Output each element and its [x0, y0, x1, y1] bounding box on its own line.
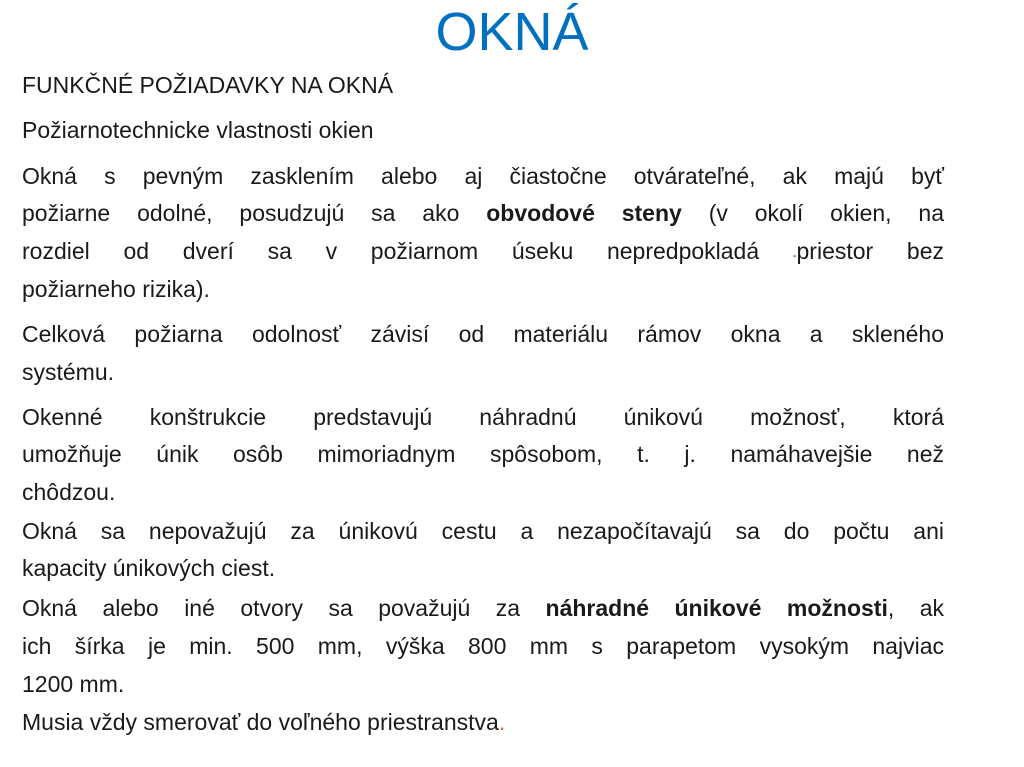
text-line — [22, 236, 944, 271]
text-segment: Okná sa nepovažujú za únikovú cestu a nezapočítavajú sa do počtu ani — [22, 518, 944, 544]
text-segment: umožňuje únik osôb mimoriadnym spôsobom, t. j. namáhavejšie než — [22, 441, 944, 467]
text-line — [22, 274, 944, 304]
text-segment: FUNKČNÉ POŽIADAVKY NA OKNÁ — [22, 72, 394, 98]
text-segment: Okná s pevným zasklením alebo aj čiastočne otvárateľné, ak majú byť — [22, 163, 944, 189]
text-segment: chôdzou. — [22, 479, 116, 505]
text-segment: ich šírka je min. 500 mm, výška 800 mm s parapetom vysokým najviac — [22, 633, 944, 659]
text-segment: systému. — [22, 359, 115, 385]
text-segment: požiarne odolné, posudzujú sa ako — [22, 200, 487, 226]
text-line — [22, 516, 944, 546]
text-line — [22, 357, 944, 387]
text-line — [22, 161, 944, 191]
bold-text: obvodové steny — [486, 200, 682, 226]
slide-title: OKNÁ — [435, 2, 589, 62]
text-segment: kapacity únikových ciest. — [22, 555, 276, 581]
text-segment: Celková požiarna odolnosť závisí od materiálu rámov okna a skleného — [22, 321, 944, 347]
text-line — [22, 70, 944, 100]
text-segment: Okná alebo iné otvory sa považujú za — [22, 595, 546, 621]
text-line — [22, 669, 944, 699]
text-segment: . — [498, 709, 506, 735]
text-segment: Okenné konštrukcie predstavujú náhradnú únikovú možnosť, ktorá — [22, 404, 944, 430]
text-segment: 1200 mm. — [22, 671, 125, 697]
text-line — [22, 553, 944, 583]
text-line — [22, 115, 944, 145]
text-segment: Požiarnotechnicke vlastnosti okien — [22, 117, 374, 143]
text-segment: Musia vždy smerovať do voľného priestranstva — [22, 709, 499, 735]
text-line — [22, 631, 944, 661]
text-line — [22, 319, 944, 349]
text-segment: - — [792, 250, 797, 262]
text-line — [22, 402, 944, 432]
text-segment: priestor bez — [796, 238, 944, 264]
text-segment: rozdiel od dverí sa v požiarnom úseku nepredpokladá — [22, 238, 793, 264]
text-line — [22, 593, 944, 623]
text-line — [22, 707, 944, 737]
text-line — [22, 477, 944, 507]
text-segment: , ak — [887, 595, 944, 621]
text-segment: (v okolí okien, na — [681, 200, 944, 226]
text-segment: požiarneho rizika). — [22, 276, 210, 302]
text-line — [22, 439, 944, 469]
bold-text: náhradné únikové možnosti — [545, 595, 888, 621]
text-line — [22, 198, 944, 228]
